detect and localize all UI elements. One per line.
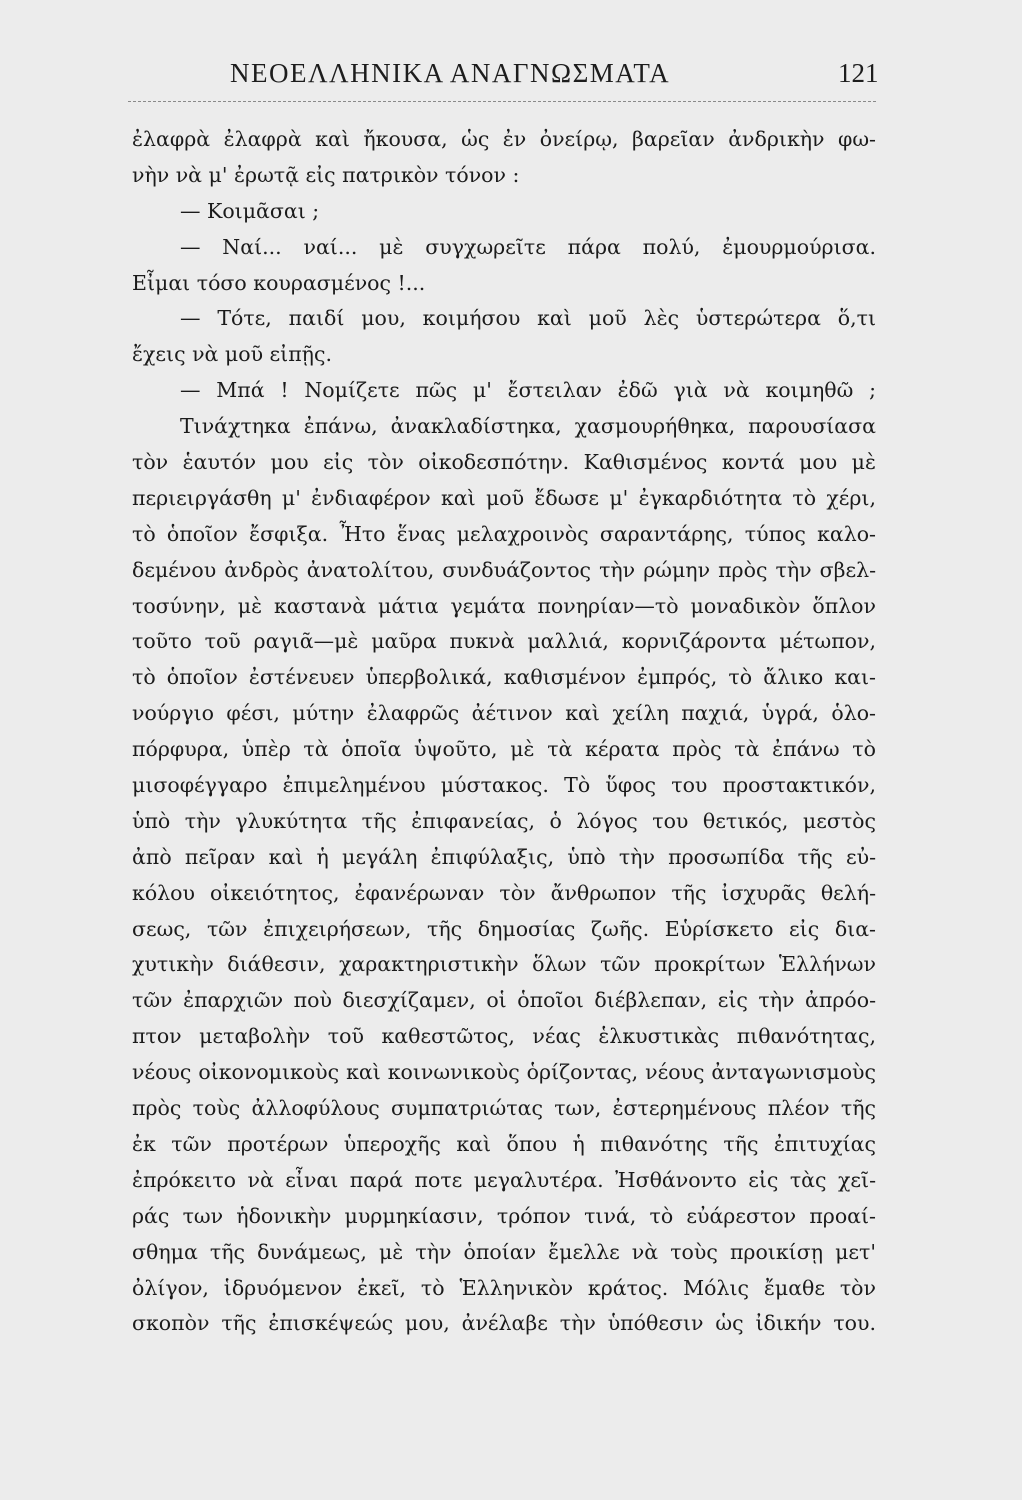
dialog-line: — Μπά ! Νομίζετε πῶς μ' ἔστειλαν ἐδῶ γιὰ νὰ κοιμηθῶ ; xyxy=(180,378,876,403)
page-number: 121 xyxy=(838,58,879,88)
text-line: κόλου οἰκειότητος, ἐφανέρωναν τὸν ἄνθρωπον τῆς ἰσχυρᾶς θελή- xyxy=(132,880,876,905)
text-line: πόρφυρα, ὑπὲρ τὰ ὁποῖα ὑψοῦτο, μὲ τὰ κέρατα πρὸς τὰ ἐπάνω τὸ xyxy=(132,737,876,762)
text-line: νὴν νὰ μ' ἐρωτᾷ εἰς πατρικὸν τόνον : xyxy=(132,162,520,187)
header-rule xyxy=(128,101,876,102)
text-line: τὸ ὁποῖον ἔσφιξα. Ἦτο ἕνας μελαχροινὸς σαραντάρης, τύπος καλο- xyxy=(132,521,876,546)
dialog-line: — Ναί... ναί... μὲ συγχωρεῖτε πάρα πολύ, ἐμουρμούρισα. xyxy=(180,234,876,259)
running-header xyxy=(0,58,1022,92)
text-line: νέους οἰκονομικοὺς καὶ κοινωνικοὺς ὁρίζοντας, νέους ἀνταγωνισμοὺς xyxy=(132,1060,876,1085)
paragraph-start-line: Τινάχτηκα ἐπάνω, ἀνακλαδίστηκα, χασμουρήθηκα, παρουσίασα xyxy=(180,414,876,439)
running-title: ΝΕΟΕΛΛΗΝΙΚΑ ΑΝΑΓΝΩΣΜΑΤΑ xyxy=(230,58,671,88)
text-line: μισοφέγγαρο ἐπιμελημένου μύστακος. Τὸ ὕφος του προστακτικόν, xyxy=(132,773,876,798)
text-line: τοσύνην, μὲ καστανὰ μάτια γεμάτα πονηρίαν—τὸ μοναδικὸν ὅπλον xyxy=(132,593,876,618)
text-line: σθημα τῆς δυνάμεως, μὲ τὴν ὁποίαν ἔμελλε νὰ τοὺς προικίσῃ μετ' xyxy=(132,1239,876,1264)
text-line: τὸ ὁποῖον ἐστένευεν ὑπερβολικά, καθισμένον ἐμπρός, τὸ ἄλικο και- xyxy=(132,665,876,690)
text-line: ἀπὸ πεῖραν καὶ ἡ μεγάλη ἐπιφύλαξις, ὑπὸ τὴν προσωπίδα τῆς εὐ- xyxy=(132,844,876,869)
text-line: πτον μεταβολὴν τοῦ καθεστῶτος, νέας ἑλκυστικὰς πιθανότητας, xyxy=(132,1024,876,1049)
text-line: τῶν ἐπαρχιῶν ποὺ διεσχίζαμεν, οἱ ὁποῖοι διέβλεπαν, εἰς τὴν ἀπρόο- xyxy=(132,988,876,1013)
text-line: Εἶμαι τόσο κουρασμένος !... xyxy=(132,270,426,295)
text-line: ἐπρόκειτο νὰ εἶναι παρά ποτε μεγαλυτέρα. Ἠσθάνοντο εἰς τὰς χεῖ- xyxy=(132,1167,876,1192)
text-line: πρὸς τοὺς ἀλλοφύλους συμπατριώτας των, ἐστερημένους πλέον τῆς xyxy=(132,1096,876,1121)
text-line: σεως, τῶν ἐπιχειρήσεων, τῆς δημοσίας ζωῆς. Εὑρίσκετο εἰς δια- xyxy=(132,916,876,941)
text-line: τὸν ἑαυτόν μου εἰς τὸν οἰκοδεσπότην. Καθισμένος κοντά μου μὲ xyxy=(132,450,876,475)
text-line: ὀλίγον, ἱδρυόμενον ἐκεῖ, τὸ Ἑλληνικὸν κράτος. Μόλις ἔμαθε τὸν xyxy=(132,1275,876,1300)
body-text xyxy=(132,122,876,1342)
dialog-line: — Τότε, παιδί μου, κοιμήσου καὶ μοῦ λὲς ὑστερώτερα ὅ,τι xyxy=(180,306,876,331)
text-line: ἐλαφρὰ ἐλαφρὰ καὶ ἤκουσα, ὡς ἐν ὀνείρῳ, βαρεῖαν ἀνδρικὴν φω- xyxy=(132,127,876,151)
dialog-line: — Κοιμᾶσαι ; xyxy=(180,198,320,223)
text-line: σκοπὸν τῆς ἐπισκέψεώς μου, ἀνέλαβε τὴν ὑπόθεσιν ὡς ἰδικήν του. xyxy=(132,1311,876,1336)
text-line: τοῦτο τοῦ ραγιᾶ—μὲ μαῦρα πυκνὰ μαλλιά, κορνιζάροντα μέτωπον, xyxy=(132,629,876,654)
text-line: ἔχεις νὰ μοῦ εἰπῇς. xyxy=(132,342,332,367)
text-line: περιειργάσθη μ' ἐνδιαφέρον καὶ μοῦ ἔδωσε μ' ἐγκαρδιότητα τὸ χέρι, xyxy=(132,485,876,510)
text-line: δεμένου ἀνδρὸς ἀνατολίτου, συνδυάζοντος τὴν ρώμην πρὸς τὴν σβελ- xyxy=(132,557,876,582)
text-line: χυτικὴν διάθεσιν, χαρακτηριστικὴν ὅλων τῶν προκρίτων Ἑλλήνων xyxy=(132,952,876,977)
text-line: νούργιο φέσι, μύτην ἐλαφρῶς ἀέτινον καὶ χείλη παχιά, ὑγρά, ὁλο- xyxy=(132,701,876,726)
text-line: ἐκ τῶν προτέρων ὑπεροχῆς καὶ ὅπου ἡ πιθανότης τῆς ἐπιτυχίας xyxy=(132,1131,876,1156)
text-line: ὑπὸ τὴν γλυκύτητα τῆς ἐπιφανείας, ὁ λόγος του θετικός, μεστὸς xyxy=(132,808,876,833)
text-line: ράς των ἡδονικὴν μυρμηκίασιν, τρόπον τινά, τὸ εὐάρεστον προαί- xyxy=(132,1203,876,1228)
